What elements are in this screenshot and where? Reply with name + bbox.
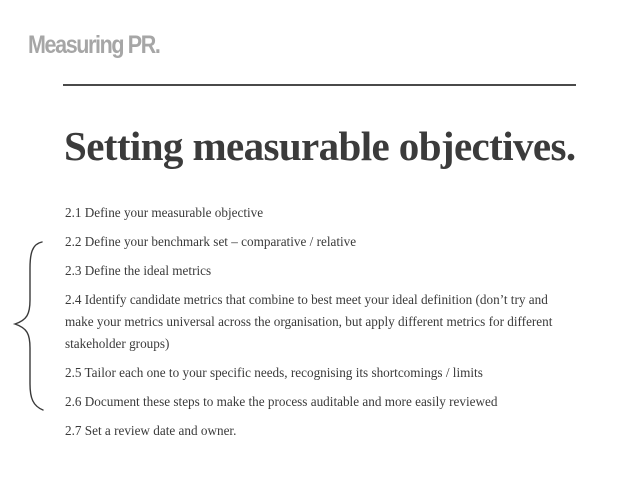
step-item: 2.6 Document these steps to make the process auditable and more easily reviewed <box>65 394 498 409</box>
step-item: 2.3 Define the ideal metrics <box>65 263 212 278</box>
step-item: 2.2 Define your benchmark set – comparative / relative <box>65 234 357 249</box>
steps-list <box>65 202 577 449</box>
step-item: 2.5 Tailor each one to your specific needs, recognising its shortcomings / limits <box>65 365 483 380</box>
step-item: 2.4 Identify candidate metrics that combine to best meet your ideal definition (don’t try and make your metrics universal across the organisation, but apply different metrics for different stakeholder groups) <box>65 292 553 351</box>
slide-title: Setting measurable objectives. <box>64 123 576 169</box>
step-item: 2.7 Set a review date and owner. <box>65 423 237 438</box>
header-divider <box>63 84 576 86</box>
step-item: 2.1 Define your measurable objective <box>65 205 264 220</box>
curly-brace-icon <box>0 0 60 479</box>
brand-logo-text: Measuring PR. <box>28 31 160 59</box>
